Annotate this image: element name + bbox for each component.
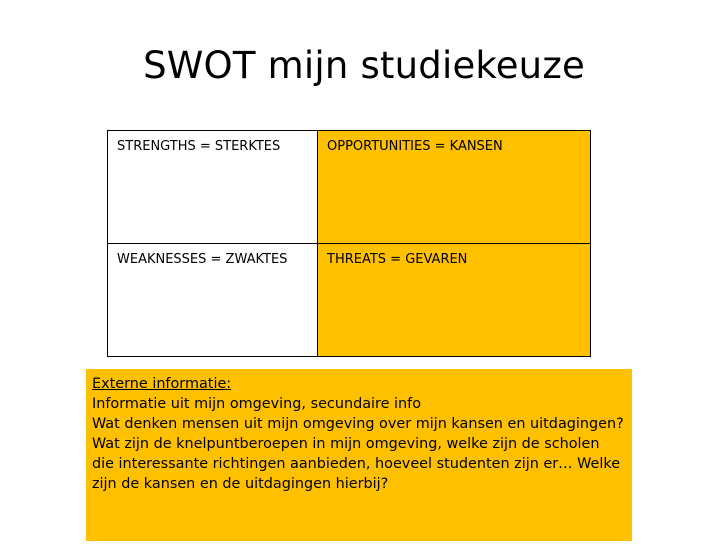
external-info-line-1: Informatie uit mijn omgeving, secundaire info bbox=[92, 396, 422, 412]
strengths-cell: STRENGTHS = STERKTES bbox=[108, 131, 318, 244]
external-info-line-2: Wat denken mensen uit mijn omgeving over mijn kansen en uitdagingen? bbox=[92, 416, 624, 432]
external-info-box bbox=[86, 369, 632, 541]
weaknesses-cell: WEAKNESSES = ZWAKTES bbox=[108, 244, 318, 357]
threats-cell: THREATS = GEVAREN bbox=[318, 244, 591, 357]
swot-row-bottom bbox=[108, 244, 591, 357]
external-info-line-3: Wat zijn de knelpuntberoepen in mijn omgeving, welke zijn de scholen die interessante richtingen aanbieden, hoeveel studenten zijn er… Welke zijn de kansen en de uitdagingen hierbij? bbox=[92, 436, 621, 492]
external-info-heading: Externe informatie: bbox=[92, 376, 232, 392]
opportunities-cell: OPPORTUNITIES = KANSEN bbox=[318, 131, 591, 244]
slide-title: SWOT mijn studiekeuze bbox=[143, 44, 585, 87]
swot-table bbox=[107, 130, 591, 357]
swot-row-top bbox=[108, 131, 591, 244]
